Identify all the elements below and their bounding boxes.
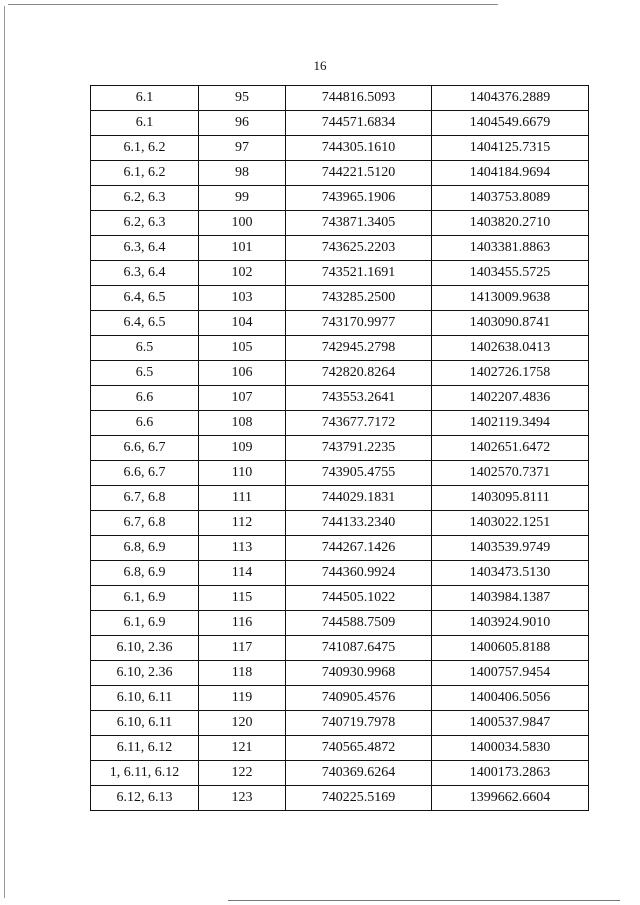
- y-coordinate-cell: 1404376.2889: [432, 86, 589, 111]
- y-coordinate-cell: 1403539.9749: [432, 536, 589, 561]
- x-coordinate-cell: 743905.4755: [286, 461, 432, 486]
- x-coordinate-cell: 743625.2203: [286, 236, 432, 261]
- point-number-cell: 114: [199, 561, 286, 586]
- section-cell: 6.2, 6.3: [91, 186, 199, 211]
- y-coordinate-cell: 1403984.1387: [432, 586, 589, 611]
- section-cell: 6.6, 6.7: [91, 436, 199, 461]
- section-cell: 6.12, 6.13: [91, 786, 199, 811]
- x-coordinate-cell: 740369.6264: [286, 761, 432, 786]
- section-cell: 6.6, 6.7: [91, 461, 199, 486]
- table-row: [91, 486, 589, 511]
- x-coordinate-cell: 743791.2235: [286, 436, 432, 461]
- x-coordinate-cell: 740930.9968: [286, 661, 432, 686]
- point-number-cell: 108: [199, 411, 286, 436]
- point-number-cell: 99: [199, 186, 286, 211]
- section-cell: 6.10, 2.36: [91, 636, 199, 661]
- section-cell: 6.8, 6.9: [91, 561, 199, 586]
- section-cell: 6.1, 6.9: [91, 611, 199, 636]
- table-row: [91, 686, 589, 711]
- table-row: [91, 561, 589, 586]
- table-row: [91, 711, 589, 736]
- y-coordinate-cell: 1402726.1758: [432, 361, 589, 386]
- section-cell: 6.5: [91, 361, 199, 386]
- table-row: [91, 761, 589, 786]
- table-row: [91, 136, 589, 161]
- point-number-cell: 98: [199, 161, 286, 186]
- section-cell: 6.1, 6.9: [91, 586, 199, 611]
- table-row: [91, 286, 589, 311]
- table-row: [91, 461, 589, 486]
- table-row: [91, 186, 589, 211]
- point-number-cell: 102: [199, 261, 286, 286]
- table-row: [91, 786, 589, 811]
- table-row: [91, 436, 589, 461]
- table-row: [91, 661, 589, 686]
- x-coordinate-cell: 740225.5169: [286, 786, 432, 811]
- x-coordinate-cell: 743521.1691: [286, 261, 432, 286]
- section-cell: 6.5: [91, 336, 199, 361]
- x-coordinate-cell: 744305.1610: [286, 136, 432, 161]
- point-number-cell: 97: [199, 136, 286, 161]
- table-row: [91, 411, 589, 436]
- point-number-cell: 101: [199, 236, 286, 261]
- x-coordinate-cell: 744360.9924: [286, 561, 432, 586]
- table-row: [91, 386, 589, 411]
- table-row: [91, 536, 589, 561]
- y-coordinate-cell: 1400034.5830: [432, 736, 589, 761]
- section-cell: 6.7, 6.8: [91, 486, 199, 511]
- point-number-cell: 113: [199, 536, 286, 561]
- x-coordinate-cell: 743677.7172: [286, 411, 432, 436]
- table-row: [91, 636, 589, 661]
- table-row: [91, 261, 589, 286]
- y-coordinate-cell: 1402638.0413: [432, 336, 589, 361]
- y-coordinate-cell: 1403753.8089: [432, 186, 589, 211]
- point-number-cell: 110: [199, 461, 286, 486]
- y-coordinate-cell: 1404184.9694: [432, 161, 589, 186]
- point-number-cell: 119: [199, 686, 286, 711]
- section-cell: 6.4, 6.5: [91, 311, 199, 336]
- point-number-cell: 103: [199, 286, 286, 311]
- x-coordinate-cell: 740565.4872: [286, 736, 432, 761]
- y-coordinate-cell: 1400605.8188: [432, 636, 589, 661]
- x-coordinate-cell: 743170.9977: [286, 311, 432, 336]
- x-coordinate-cell: 744588.7509: [286, 611, 432, 636]
- table-row: [91, 86, 589, 111]
- table-row: [91, 586, 589, 611]
- y-coordinate-cell: 1402207.4836: [432, 386, 589, 411]
- y-coordinate-cell: 1403473.5130: [432, 561, 589, 586]
- point-number-cell: 112: [199, 511, 286, 536]
- x-coordinate-cell: 744816.5093: [286, 86, 432, 111]
- x-coordinate-cell: 744505.1022: [286, 586, 432, 611]
- y-coordinate-cell: 1400757.9454: [432, 661, 589, 686]
- x-coordinate-cell: 744029.1831: [286, 486, 432, 511]
- point-number-cell: 106: [199, 361, 286, 386]
- section-cell: 6.7, 6.8: [91, 511, 199, 536]
- x-coordinate-cell: 744267.1426: [286, 536, 432, 561]
- coordinates-table: [90, 85, 589, 811]
- section-cell: 6.6: [91, 411, 199, 436]
- point-number-cell: 95: [199, 86, 286, 111]
- point-number-cell: 105: [199, 336, 286, 361]
- section-cell: 6.10, 6.11: [91, 711, 199, 736]
- point-number-cell: 104: [199, 311, 286, 336]
- y-coordinate-cell: 1402570.7371: [432, 461, 589, 486]
- section-cell: 6.10, 6.11: [91, 686, 199, 711]
- point-number-cell: 123: [199, 786, 286, 811]
- point-number-cell: 121: [199, 736, 286, 761]
- point-number-cell: 116: [199, 611, 286, 636]
- y-coordinate-cell: 1400406.5056: [432, 686, 589, 711]
- x-coordinate-cell: 741087.6475: [286, 636, 432, 661]
- table-row: [91, 336, 589, 361]
- y-coordinate-cell: 1402651.6472: [432, 436, 589, 461]
- y-coordinate-cell: 1403455.5725: [432, 261, 589, 286]
- point-number-cell: 96: [199, 111, 286, 136]
- x-coordinate-cell: 744571.6834: [286, 111, 432, 136]
- section-cell: 6.3, 6.4: [91, 236, 199, 261]
- table-row: [91, 161, 589, 186]
- section-cell: 6.3, 6.4: [91, 261, 199, 286]
- table-row: [91, 736, 589, 761]
- section-cell: 6.4, 6.5: [91, 286, 199, 311]
- y-coordinate-cell: 1404549.6679: [432, 111, 589, 136]
- point-number-cell: 118: [199, 661, 286, 686]
- y-coordinate-cell: 1402119.3494: [432, 411, 589, 436]
- x-coordinate-cell: 743285.2500: [286, 286, 432, 311]
- point-number-cell: 100: [199, 211, 286, 236]
- y-coordinate-cell: 1400173.2863: [432, 761, 589, 786]
- bottom-scan-edge: [228, 900, 620, 901]
- top-scan-edge: [8, 4, 498, 5]
- table-row: [91, 211, 589, 236]
- y-coordinate-cell: 1413009.9638: [432, 286, 589, 311]
- y-coordinate-cell: 1403820.2710: [432, 211, 589, 236]
- section-cell: 6.1, 6.2: [91, 136, 199, 161]
- x-coordinate-cell: 743965.1906: [286, 186, 432, 211]
- section-cell: 6.2, 6.3: [91, 211, 199, 236]
- table-row: [91, 611, 589, 636]
- x-coordinate-cell: 743553.2641: [286, 386, 432, 411]
- x-coordinate-cell: 742945.2798: [286, 336, 432, 361]
- y-coordinate-cell: 1403022.1251: [432, 511, 589, 536]
- left-scan-edge: [4, 6, 5, 898]
- y-coordinate-cell: 1403095.8111: [432, 486, 589, 511]
- x-coordinate-cell: 743871.3405: [286, 211, 432, 236]
- table-row: [91, 236, 589, 261]
- section-cell: 6.1, 6.2: [91, 161, 199, 186]
- point-number-cell: 107: [199, 386, 286, 411]
- x-coordinate-cell: 742820.8264: [286, 361, 432, 386]
- x-coordinate-cell: 740905.4576: [286, 686, 432, 711]
- section-cell: 6.6: [91, 386, 199, 411]
- x-coordinate-cell: 744221.5120: [286, 161, 432, 186]
- point-number-cell: 120: [199, 711, 286, 736]
- section-cell: 6.11, 6.12: [91, 736, 199, 761]
- point-number-cell: 115: [199, 586, 286, 611]
- section-cell: 1, 6.11, 6.12: [91, 761, 199, 786]
- table-row: [91, 511, 589, 536]
- section-cell: 6.8, 6.9: [91, 536, 199, 561]
- x-coordinate-cell: 744133.2340: [286, 511, 432, 536]
- y-coordinate-cell: 1403381.8863: [432, 236, 589, 261]
- y-coordinate-cell: 1403924.9010: [432, 611, 589, 636]
- y-coordinate-cell: 1400537.9847: [432, 711, 589, 736]
- section-cell: 6.1: [91, 111, 199, 136]
- page-number: 16: [313, 58, 327, 73]
- coordinates-table-body: [91, 86, 589, 811]
- table-row: [91, 111, 589, 136]
- y-coordinate-cell: 1403090.8741: [432, 311, 589, 336]
- section-cell: 6.10, 2.36: [91, 661, 199, 686]
- point-number-cell: 109: [199, 436, 286, 461]
- y-coordinate-cell: 1399662.6604: [432, 786, 589, 811]
- table-row: [91, 361, 589, 386]
- section-cell: 6.1: [91, 86, 199, 111]
- point-number-cell: 111: [199, 486, 286, 511]
- x-coordinate-cell: 740719.7978: [286, 711, 432, 736]
- table-row: [91, 311, 589, 336]
- point-number-cell: 122: [199, 761, 286, 786]
- y-coordinate-cell: 1404125.7315: [432, 136, 589, 161]
- point-number-cell: 117: [199, 636, 286, 661]
